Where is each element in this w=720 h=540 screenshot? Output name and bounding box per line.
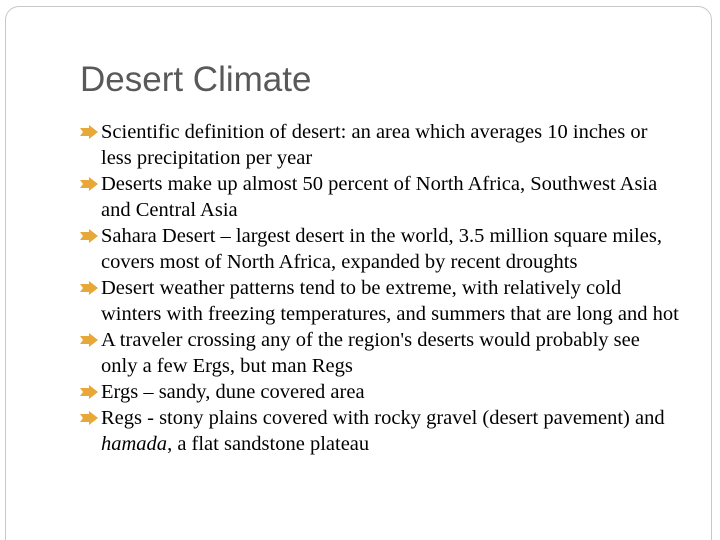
bullet-item	[79, 405, 679, 457]
bullet-text: A traveler crossing any of the region's deserts would probably see only a few Ergs, but man Regs	[101, 329, 640, 377]
arrow-bullet-icon	[79, 125, 99, 139]
slide-title: Desert Climate	[80, 60, 312, 99]
bullet-item	[79, 119, 679, 171]
bullet-item	[79, 275, 679, 327]
bullet-emphasis: hamada	[101, 433, 168, 455]
bullet-item	[79, 223, 679, 275]
bullet-text: Ergs – sandy, dune covered area	[101, 381, 365, 403]
bullet-text-end: , a flat sandstone plateau	[167, 433, 370, 455]
arrow-bullet-icon	[79, 411, 99, 425]
arrow-bullet-icon	[79, 281, 99, 295]
bullet-text: Desert weather patterns tend to be extreme, with relatively cold winters with freezing temperatures, and summers that are long and hot	[101, 277, 679, 325]
arrow-bullet-icon	[79, 333, 99, 347]
bullet-item	[79, 379, 679, 405]
bullet-list	[79, 119, 679, 457]
arrow-bullet-icon	[79, 177, 99, 191]
bullet-text: Regs - stony plains covered with rocky gravel (desert pavement) and	[101, 407, 665, 429]
bullet-text: Scientific definition of desert: an area which averages 10 inches or less precipitation per year	[101, 121, 648, 169]
arrow-bullet-icon	[79, 385, 99, 399]
bullet-item	[79, 171, 679, 223]
bullet-text: Sahara Desert – largest desert in the world, 3.5 million square miles, covers most of North Africa, expanded by recent droughts	[101, 225, 662, 273]
bullet-item	[79, 327, 679, 379]
bullet-text: Deserts make up almost 50 percent of North Africa, Southwest Asia and Central Asia	[101, 173, 658, 221]
arrow-bullet-icon	[79, 229, 99, 243]
